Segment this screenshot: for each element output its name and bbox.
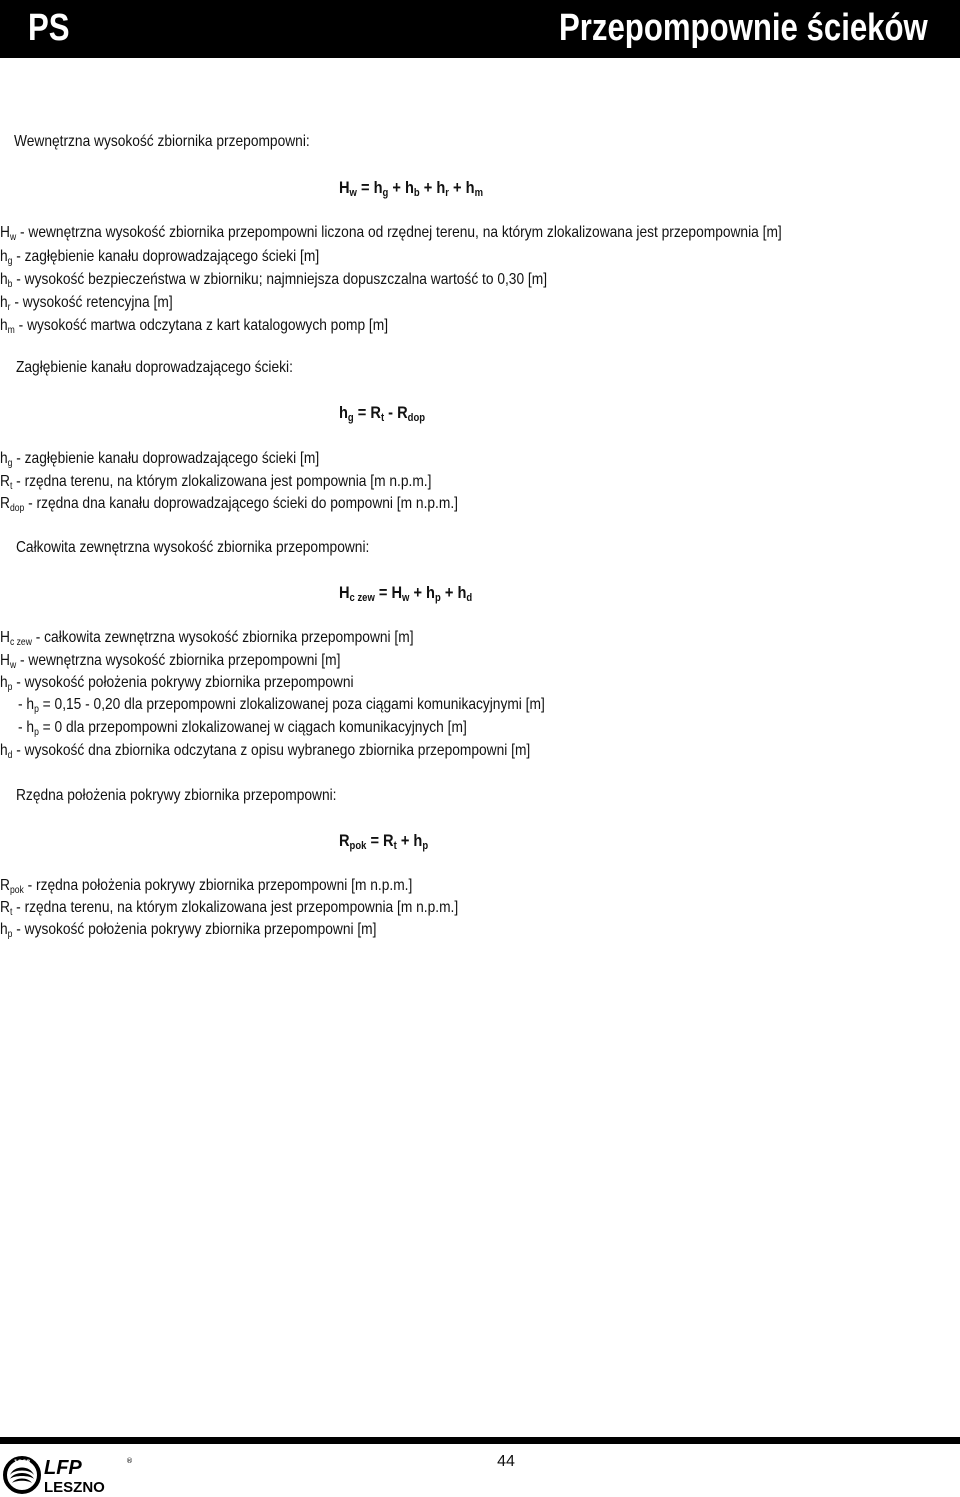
logo-year: 1868 bbox=[13, 1459, 31, 1466]
definition-line: $R_t$ - rzędna terenu, na którym zlokalizowana jest przepompownia [m n.p.m.] bbox=[0, 899, 459, 918]
section-heading-total-height: Całkowita zewnętrzna wysokość zbiornika przepompowni: bbox=[16, 539, 370, 556]
definition-line: $h_g$ - zagłębienie kanału doprowadzającego ścieki [m] bbox=[0, 450, 320, 469]
definition-line: $R_t$ - rzędna terenu, na którym zlokalizowana jest pompownia [m n.p.m.] bbox=[0, 473, 432, 492]
logo-wordmark: LFP bbox=[44, 1457, 82, 1479]
definition-line: $h_d$ - wysokość dna zbiornika odczytana z opisu wybranego zbiornika przepompowni [m] bbox=[0, 742, 531, 761]
lfp-leszno-logo bbox=[2, 1455, 134, 1495]
footer-rule bbox=[0, 1437, 960, 1444]
formula-hw: $H_w = h_g + h_b + h_r + h_m$ bbox=[339, 178, 483, 199]
definition-line: $R_{dop}$ - rzędna dna kanału doprowadzającego ścieki do pompowni [m n.p.m.] bbox=[0, 495, 458, 514]
definition-line: $H_{c zew}$ - całkowita zewnętrzna wysokość zbiornika przepompowni [m] bbox=[0, 629, 414, 648]
formula-hg: $h_g = R_t - R_{dop}$ bbox=[339, 403, 426, 424]
definition-line: - $h_p = 0$ dla przepompowni zlokalizowanej w ciągach komunikacyjnych [m] bbox=[18, 719, 467, 738]
page-number: 44 bbox=[497, 1453, 515, 1470]
definition-line: $R_{pok}$ - rzędna położenia pokrywy zbiornika przepompowni [m n.p.m.] bbox=[0, 877, 413, 896]
definition-line: $h_p$ - wysokość położenia pokrywy zbiornika przepompowni [m] bbox=[0, 921, 377, 940]
formula-rpok: $R_{pok} = R_t + h_p$ bbox=[339, 831, 429, 852]
section-heading-inlet-depth: Zagłębienie kanału doprowadzającego ścieki: bbox=[16, 359, 293, 376]
definition-line: $H_w$ - wewnętrzna wysokość zbiornika przepompowni [m] bbox=[0, 652, 341, 671]
definition-line: $h_p$ - wysokość położenia pokrywy zbiornika przepompowni bbox=[0, 674, 354, 693]
definition-line: $H_w$ - wewnętrzna wysokość zbiornika przepompowni liczona od rzędnej terenu, na którym zlokalizowana jest przepompownia [m] bbox=[0, 224, 782, 243]
definition-line: - $h_p = 0,15 - 0,20$ dla przepompowni zlokalizowanej poza ciągami komunikacyjnymi [m] bbox=[18, 696, 545, 715]
definition-line: $h_b$ - wysokość bezpieczeństwa w zbiorniku; najmniejsza dopuszczalna wartość to 0,30 [m] bbox=[0, 271, 548, 290]
section-code: PS bbox=[28, 7, 70, 49]
formula-hczew: $H_{c zew} = H_w + h_p + h_d$ bbox=[339, 583, 473, 604]
section-heading-cover-level: Rzędna położenia pokrywy zbiornika przepompowni: bbox=[16, 787, 337, 804]
svg-text:®: ® bbox=[126, 1457, 133, 1465]
definition-line: $h_g$ - zagłębienie kanału doprowadzającego ścieki [m] bbox=[0, 248, 320, 267]
definition-line: $h_m$ - wysokość martwa odczytana z kart katalogowych pomp [m] bbox=[0, 317, 389, 336]
section-heading-internal-height: Wewnętrzna wysokość zbiornika przepompowni: bbox=[14, 133, 310, 150]
definition-line: $h_r$ - wysokość retencyjna [m] bbox=[0, 294, 173, 313]
page-title: Przepompownie ścieków bbox=[559, 7, 928, 49]
logo-city: LESZNO bbox=[44, 1479, 105, 1495]
page-header bbox=[0, 0, 960, 58]
